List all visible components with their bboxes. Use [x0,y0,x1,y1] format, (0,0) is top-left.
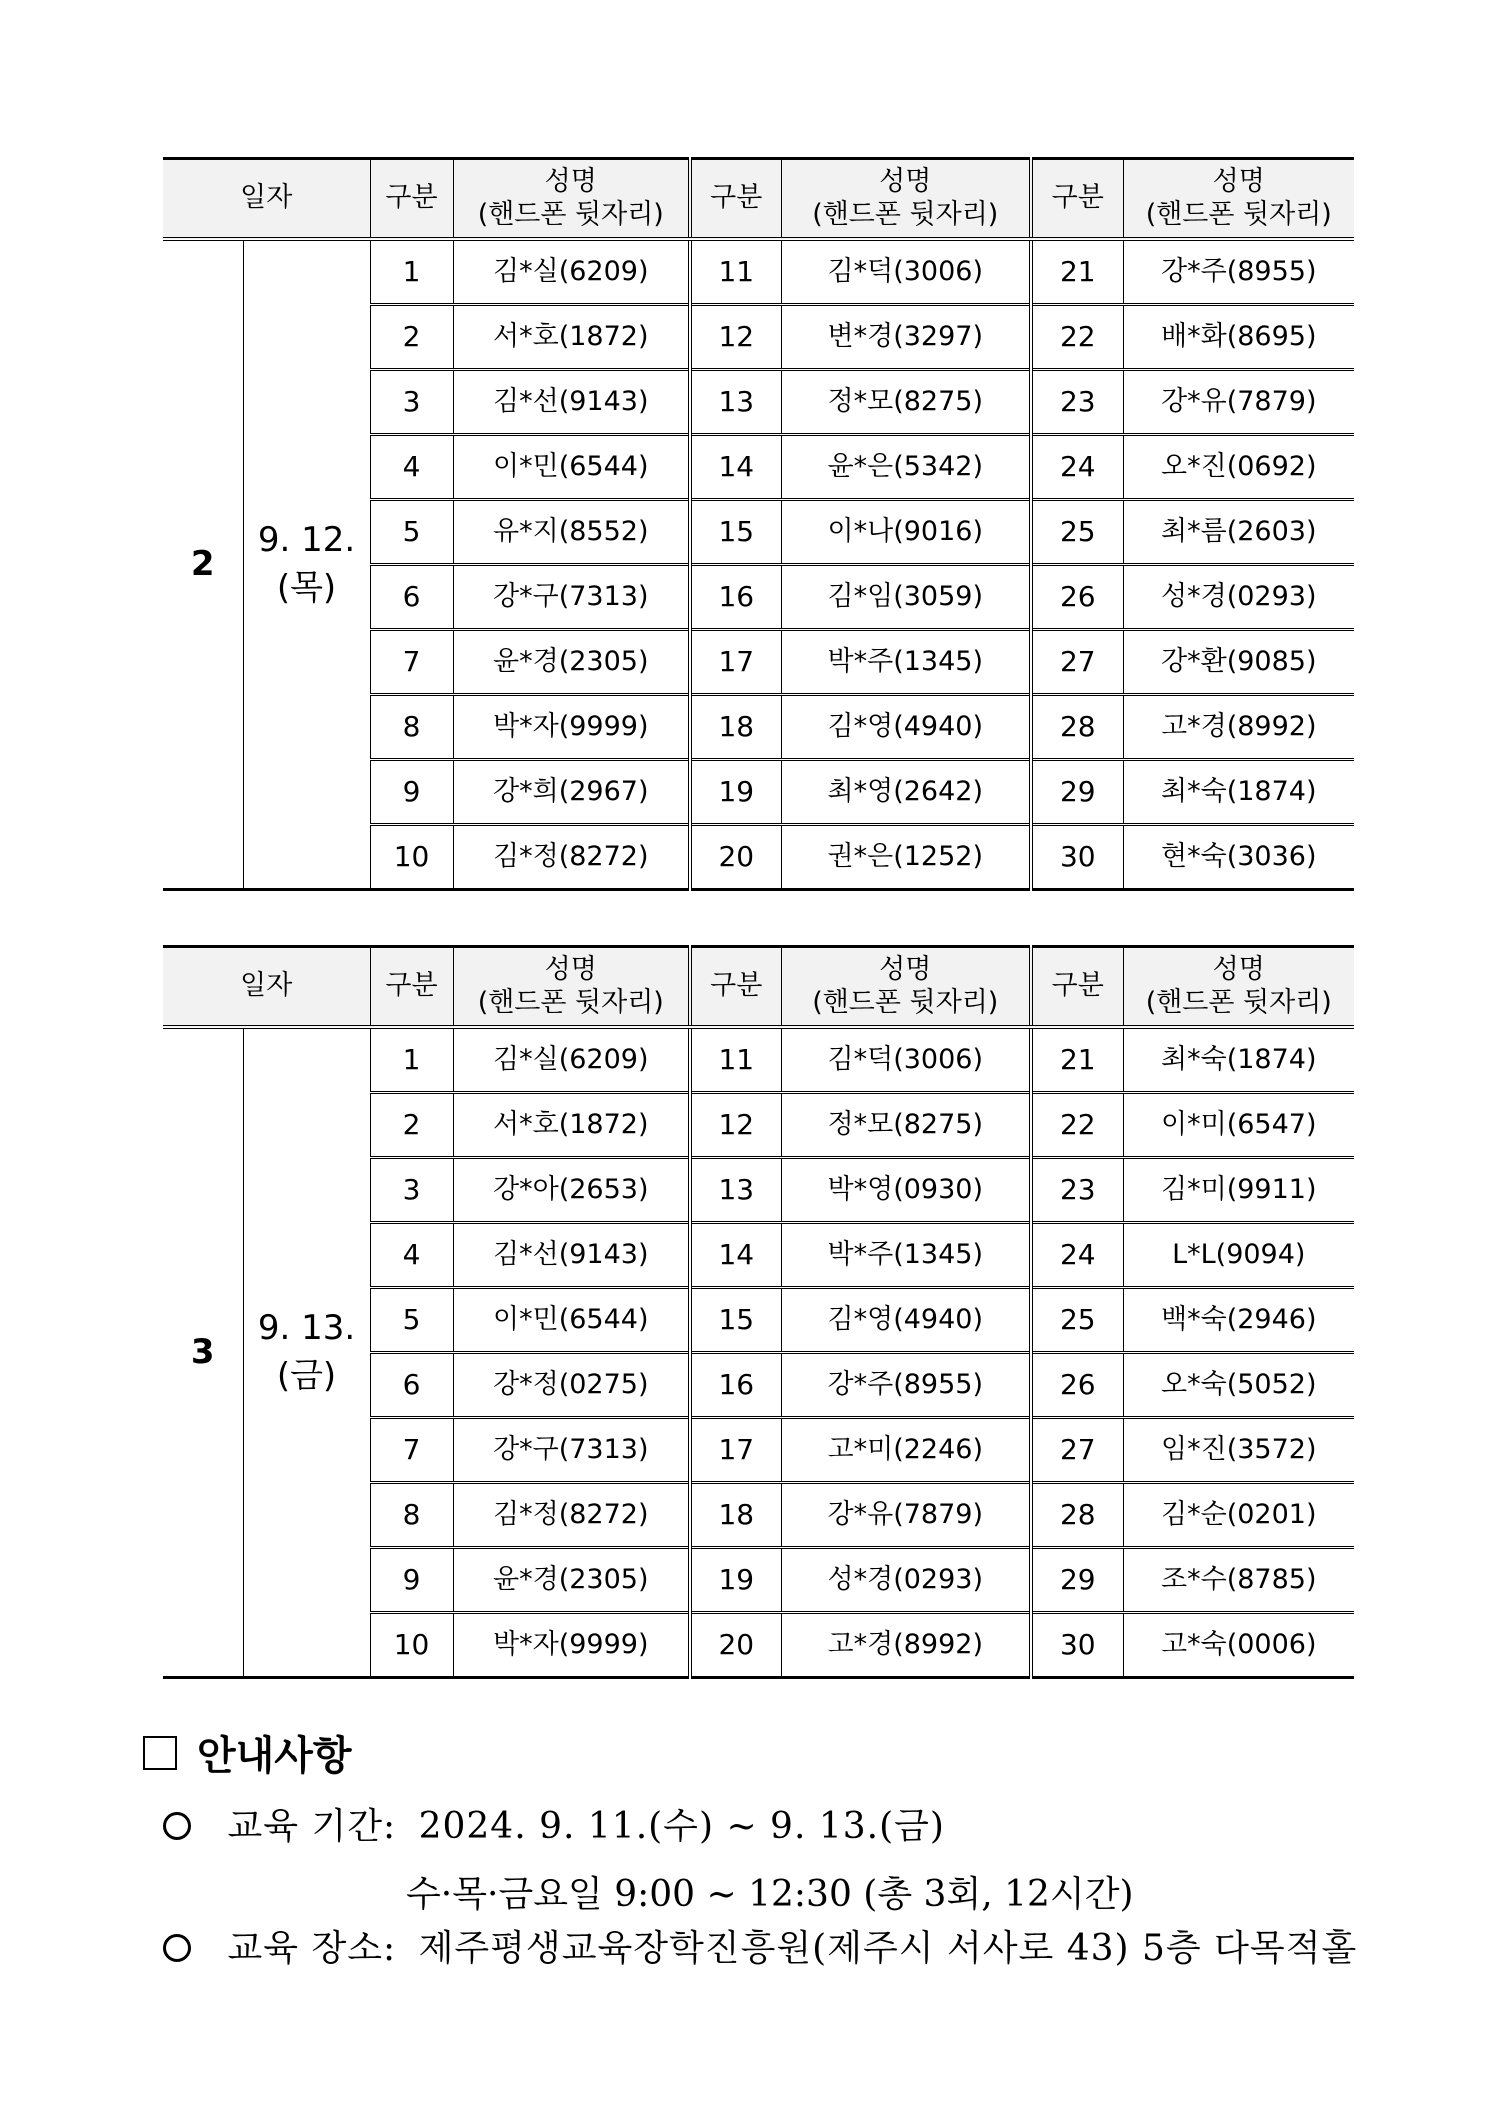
row-index: 9 [370,760,453,825]
row-index: 22 [1031,305,1123,370]
header-name-line1: 성명 [879,954,932,986]
table-header-row [163,159,1354,240]
row-index: 14 [690,435,781,500]
participant-name: 박*자(9999) [453,1613,690,1678]
session-date [243,239,370,890]
row-index: 5 [370,500,453,565]
row-index: 27 [1031,1418,1123,1483]
participant-name: 이*민(6544) [453,1288,690,1353]
participant-name: 고*경(8992) [1123,695,1354,760]
participant-name: 강*유(7879) [781,1483,1031,1548]
row-index: 21 [1031,1027,1123,1093]
circle-bullet-icon [163,1934,191,1962]
participant-name: 고*미(2246) [781,1418,1031,1483]
row-index: 24 [1031,1223,1123,1288]
participant-name: 배*화(8695) [1123,305,1354,370]
session-date-day: 9. 13. [257,1307,356,1348]
row-index: 25 [1031,1288,1123,1353]
participant-name: 오*진(0692) [1123,435,1354,500]
participant-name: 강*유(7879) [1123,370,1354,435]
participant-name: 성*경(0293) [1123,565,1354,630]
period-label: 교육 기간: [227,1806,397,1847]
header-index: 구분 [690,159,781,240]
row-index: 11 [690,239,781,305]
row-index: 7 [370,630,453,695]
row-index: 11 [690,1027,781,1093]
header-name-line1: 성명 [544,166,597,198]
participant-name: 박*주(1345) [781,630,1031,695]
row-index: 1 [370,239,453,305]
participant-name: 이*미(6547) [1123,1093,1354,1158]
place-value: 제주평생교육장학진흥원(제주시 서사로 43) 5층 다목적홀 [418,1928,1358,1969]
row-index: 3 [370,1158,453,1223]
row-index: 13 [690,1158,781,1223]
row-index: 28 [1031,1483,1123,1548]
participant-name: 김*영(4940) [781,1288,1031,1353]
participant-name: 정*모(8275) [781,1093,1031,1158]
row-index: 12 [690,1093,781,1158]
participant-name: 최*숙(1874) [1123,760,1354,825]
participant-name: 박*영(0930) [781,1158,1031,1223]
participant-name: 오*숙(5052) [1123,1353,1354,1418]
row-index: 7 [370,1418,453,1483]
session-weekday: (목) [276,567,337,608]
row-index: 10 [370,1613,453,1678]
participant-name: 김*실(6209) [453,239,690,305]
header-date: 일자 [163,947,370,1028]
row-index: 1 [370,1027,453,1093]
header-index: 구분 [690,947,781,1028]
row-index: 23 [1031,1158,1123,1223]
row-index: 6 [370,565,453,630]
participant-name: 강*주(8955) [781,1353,1031,1418]
participant-name: 김*영(4940) [781,695,1031,760]
participant-name: 이*나(9016) [781,500,1031,565]
participant-name: 윤*경(2305) [453,630,690,695]
participant-name: 현*숙(3036) [1123,825,1354,890]
schedule-table-session-2 [163,157,1354,891]
row-index: 26 [1031,565,1123,630]
row-index: 20 [690,825,781,890]
row-index: 17 [690,630,781,695]
checkbox-square-icon [143,1736,177,1770]
circle-bullet-icon [163,1812,191,1840]
row-index: 30 [1031,825,1123,890]
row-index: 18 [690,1483,781,1548]
row-index: 17 [690,1418,781,1483]
row-index: 30 [1031,1613,1123,1678]
participant-name: 백*숙(2946) [1123,1288,1354,1353]
header-date: 일자 [163,159,370,240]
participant-name: 김*정(8272) [453,1483,690,1548]
header-name-line2: (핸드폰 뒷자리) [477,986,664,1018]
participant-name: 강*희(2967) [453,760,690,825]
participant-name: 유*지(8552) [453,500,690,565]
header-name-line1: 성명 [879,166,932,198]
header-name-line2: (핸드폰 뒷자리) [812,986,999,1018]
row-index: 4 [370,435,453,500]
header-name [781,159,1031,240]
participant-name: 김*미(9911) [1123,1158,1354,1223]
participant-name: 김*선(9143) [453,1223,690,1288]
participant-name: 서*호(1872) [453,305,690,370]
row-index: 4 [370,1223,453,1288]
participant-name: 이*민(6544) [453,435,690,500]
participant-name: 서*호(1872) [453,1093,690,1158]
row-index: 23 [1031,370,1123,435]
notice-place [163,1920,1357,1971]
row-index: 9 [370,1548,453,1613]
header-name [1123,159,1354,240]
row-index: 19 [690,1548,781,1613]
row-index: 8 [370,695,453,760]
header-name [453,947,690,1028]
notice-title-text: 안내사항 [197,1733,352,1779]
participant-name: 성*경(0293) [781,1548,1031,1613]
participant-name: 강*구(7313) [453,565,690,630]
row-index: 13 [690,370,781,435]
header-name-line1: 성명 [1212,166,1265,198]
participant-name: 강*환(9085) [1123,630,1354,695]
header-name-line2: (핸드폰 뒷자리) [1145,986,1332,1018]
participant-name: 박*자(9999) [453,695,690,760]
row-index: 22 [1031,1093,1123,1158]
row-index: 19 [690,760,781,825]
session-number: 3 [163,1027,243,1678]
row-index: 27 [1031,630,1123,695]
place-label: 교육 장소: [227,1928,397,1969]
row-index: 14 [690,1223,781,1288]
row-index: 26 [1031,1353,1123,1418]
participant-name: 임*진(3572) [1123,1418,1354,1483]
participant-name: 강*정(0275) [453,1353,690,1418]
participant-name: 김*순(0201) [1123,1483,1354,1548]
participant-name: 박*주(1345) [781,1223,1031,1288]
header-index: 구분 [1031,159,1123,240]
period-detail: 수·목·금요일 9:00 ~ 12:30 (총 3회, 12시간) [406,1874,1134,1915]
row-index: 15 [690,1288,781,1353]
participant-name: 윤*경(2305) [453,1548,690,1613]
participant-name: 최*숙(1874) [1123,1027,1354,1093]
row-index: 16 [690,565,781,630]
participant-name: 고*숙(0006) [1123,1613,1354,1678]
row-index: 10 [370,825,453,890]
header-name-line2: (핸드폰 뒷자리) [477,198,664,230]
header-name-line2: (핸드폰 뒷자리) [1145,198,1332,230]
header-index: 구분 [370,159,453,240]
participant-name: 김*정(8272) [453,825,690,890]
table-header-row [163,947,1354,1028]
participant-name: 김*선(9143) [453,370,690,435]
row-index: 2 [370,305,453,370]
header-name-line1: 성명 [1212,954,1265,986]
participant-name: 강*구(7313) [453,1418,690,1483]
row-index: 2 [370,1093,453,1158]
row-index: 8 [370,1483,453,1548]
header-name-line2: (핸드폰 뒷자리) [812,198,999,230]
session-date-day: 9. 12. [257,519,356,560]
row-index: 24 [1031,435,1123,500]
row-index: 16 [690,1353,781,1418]
notice-title [143,1724,352,1781]
participant-name: 조*수(8785) [1123,1548,1354,1613]
row-index: 25 [1031,500,1123,565]
schedule-table-session-3 [163,945,1354,1679]
participant-name: 강*아(2653) [453,1158,690,1223]
participant-name: 김*덕(3006) [781,239,1031,305]
participant-name: 변*경(3297) [781,305,1031,370]
participant-name: 권*은(1252) [781,825,1031,890]
header-index: 구분 [370,947,453,1028]
header-index: 구분 [1031,947,1123,1028]
period-value: 2024. 9. 11.(수) ~ 9. 13.(금) [418,1806,945,1847]
participant-name: 최*름(2603) [1123,500,1354,565]
row-index: 6 [370,1353,453,1418]
header-name [1123,947,1354,1028]
session-date [243,1027,370,1678]
participant-name: 김*덕(3006) [781,1027,1031,1093]
session-number: 2 [163,239,243,890]
row-index: 5 [370,1288,453,1353]
row-index: 21 [1031,239,1123,305]
session-weekday: (금) [276,1355,337,1396]
participant-name: 김*임(3059) [781,565,1031,630]
row-index: 20 [690,1613,781,1678]
participant-name: 윤*은(5342) [781,435,1031,500]
row-index: 18 [690,695,781,760]
table-row [163,1027,1354,1093]
participant-name: 최*영(2642) [781,760,1031,825]
participant-name: 정*모(8275) [781,370,1031,435]
header-name [453,159,690,240]
participant-name: L*L(9094) [1123,1223,1354,1288]
row-index: 28 [1031,695,1123,760]
row-index: 29 [1031,760,1123,825]
participant-name: 고*경(8992) [781,1613,1031,1678]
table-row [163,239,1354,305]
header-name [781,947,1031,1028]
row-index: 29 [1031,1548,1123,1613]
row-index: 15 [690,500,781,565]
notice-period [163,1798,945,1849]
participant-name: 김*실(6209) [453,1027,690,1093]
row-index: 12 [690,305,781,370]
row-index: 3 [370,370,453,435]
header-name-line1: 성명 [544,954,597,986]
participant-name: 강*주(8955) [1123,239,1354,305]
